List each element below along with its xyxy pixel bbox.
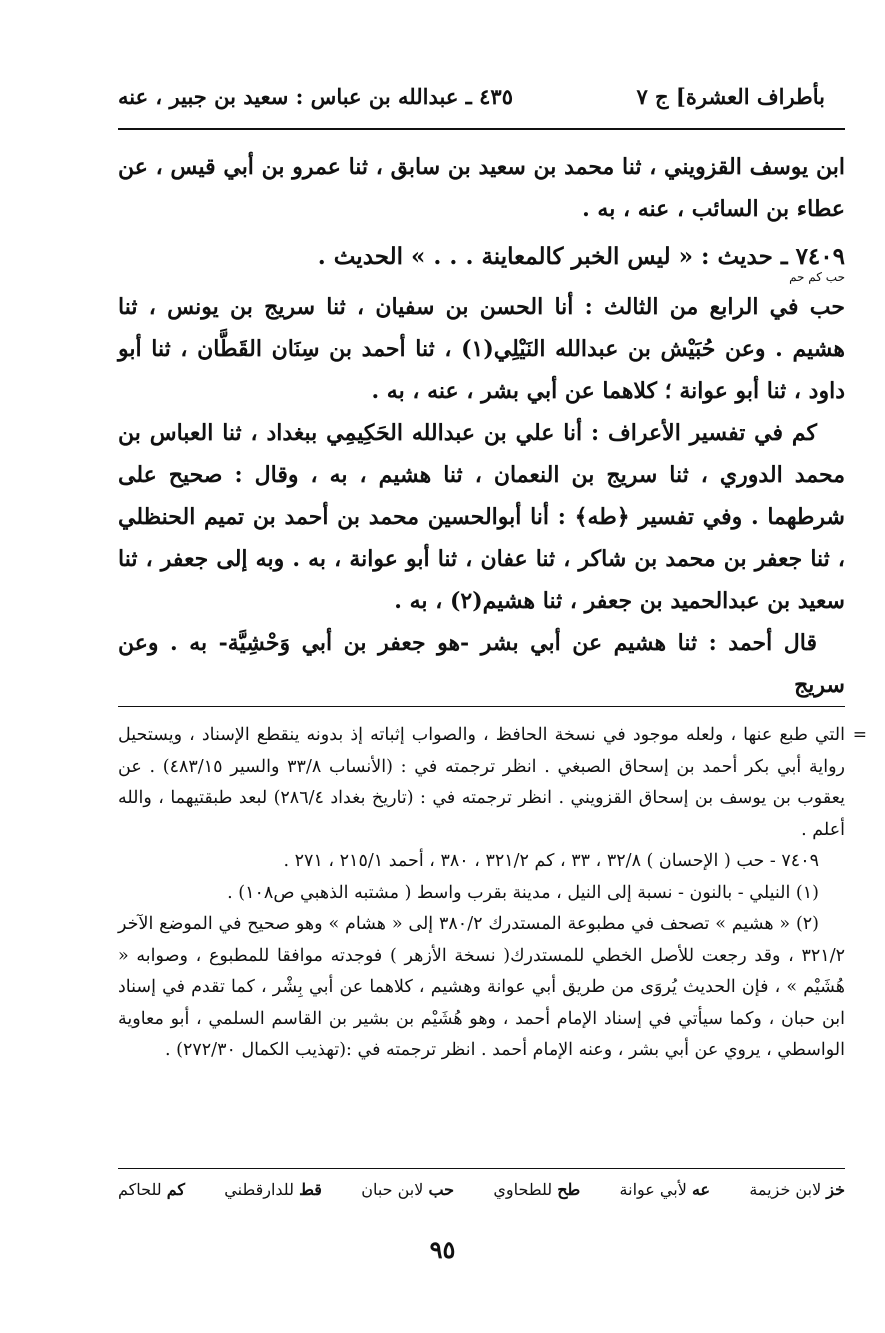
hadith-sigla: حب كم حم xyxy=(789,270,845,284)
legend-code: قط xyxy=(299,1180,322,1199)
continuation-paragraph: ابن يوسف القزويني ، ثنا محمد بن سعيد بن سابق ، ثنا عمرو بن أبي قيس ، عن عطاء بن السائب ، عنه ، به . xyxy=(118,154,845,222)
continuation-mark: = xyxy=(852,725,867,745)
legend-item xyxy=(620,1180,711,1199)
page-number: ٩٥ xyxy=(429,1235,456,1264)
legend-item xyxy=(118,1180,185,1199)
footnote-continued-text: التي طبع عنها ، ولعله موجود في نسخة الحافظ ، والصواب إثباته إذ بدونه ينقطع الإسناد ، ويستحيل رواية أبي بكر أحمد بن إسحاق الصبغي . انظر ترجمته في : (الأنساب ٣٣/٨ والسير ٤٨٣/١٥) . عن يعقوب بن يوسف بن إسحاق القزويني . انظر ترجمته في : (تاريخ بغداد ٢٨٦/٤) لبعد طبقتيهما ، والله أعلم . xyxy=(118,725,845,840)
legend-label: للدارقطني xyxy=(224,1180,294,1199)
main-text xyxy=(118,146,845,706)
legend-label: للحاكم xyxy=(118,1180,162,1199)
legend-code: كم xyxy=(166,1180,185,1199)
legend-label: لأبي عوانة xyxy=(619,1180,687,1199)
header-entry-title: ٤٣٥ ـ عبدالله بن عباس : سعيد بن جبير ، عنه xyxy=(118,84,513,109)
legend-item xyxy=(224,1180,322,1199)
legend-code: عه xyxy=(691,1180,711,1199)
sigla-legend xyxy=(118,1180,845,1199)
footnote-sources: ٧٤٠٩ - حب ( الإحسان ) ٣٢/٨ ، ٣٣ ، كم ٣٢١/٢ ، ٣٨٠ ، أحمد ٢١٥/١ ، ٢٧١ . xyxy=(283,851,819,871)
legend-label: لابن خزيمة xyxy=(749,1180,822,1199)
paragraph-ibn-hibban: حب في الرابع من الثالث : أنا الحسن بن سفيان ، ثنا سريج بن يونس ، ثنا هشيم . وعن حُبَيْش بن عبدالله النَيْلِي(١) ، ثنا أحمد بن سِنَان القَطَّان ، ثنا أبو داود ، ثنا أبو عوانة ؛ كلاهما عن أبي بشر ، عنه ، به . xyxy=(118,294,845,404)
legend-code: طح xyxy=(557,1180,581,1199)
legend-label: للطحاوي xyxy=(493,1180,553,1199)
paragraph-hakim: كم في تفسير الأعراف : أنا علي بن عبدالله الحَكِيمِي ببغداد ، ثنا العباس بن محمد الدوري ، ثنا سريج بن النعمان ، ثنا هشيم ، به ، وقال : صحيح على شرطهما . وفي تفسير ﴿طه﴾ : أنا أبوالحسين محمد بن أحمد بن تميم الحنظلي ، ثنا جعفر بن محمد بن شاكر ، ثنا عفان ، ثنا أبو عوانة ، به . وبه إلى جعفر ، ثنا سعيد بن عبدالحميد بن جعفر ، ثنا هشيم(٢) ، به . xyxy=(118,420,845,614)
paragraph-ahmad: قال أحمد : ثنا هشيم عن أبي بشر -هو جعفر بن أبي وَحْشِيَّة- به . وعن سريج xyxy=(118,630,845,698)
footnote-continued xyxy=(118,720,867,846)
legend-item xyxy=(493,1180,580,1199)
legend-item xyxy=(749,1180,845,1199)
footnotes xyxy=(118,720,867,1067)
header-rule xyxy=(118,128,845,130)
footnote-rule xyxy=(118,706,845,707)
footnote-1: (١) النيلي - بالنون - نسبة إلى النيل ، مدينة بقرب واسط ( مشتبه الذهبي ص١٠٨) . xyxy=(227,882,819,903)
footnote-2: (٢) « هشيم » تصحف في مطبوعة المستدرك ٣٨٠/٢ إلى « هشام » وهو صحيح في الموضع الآخر ٣٢١/٢ ، وقد رجعت للأصل الخطي للمستدرك( نسخة الأزهر ) فوجدته موافقا للمطبوع ، وصوابه « هُشَيْم » ، فإن الحديث يُروَى من طريق أبي عوانة وهشيم ، كلاهما عن أبي بِشْر ، كما تقدم في إسناد ابن حبان ، وكما سيأتي في إسناد الإمام أحمد ، وهو هُشَيْم بن بشير بن القاسم السلمي ، أبو معاوية الواسطي ، يروي عن أبي بشر ، وعنه الإمام أحمد . انظر ترجمته في :(تهذيب الكمال ٢٧٢/٣٠) . xyxy=(118,914,845,1060)
legend-code: خز xyxy=(826,1180,845,1199)
legend-code: حب xyxy=(428,1180,455,1199)
legend-rule xyxy=(118,1168,845,1169)
hadith-heading: ٧٤٠٩ ـ حديث : « ليس الخبر كالمعاينة . . . » الحديث . xyxy=(317,243,845,270)
header-book-title: بأطراف العشرة] ج ٧ xyxy=(636,84,825,109)
legend-item xyxy=(361,1180,454,1199)
legend-label: لابن حبان xyxy=(361,1180,424,1199)
running-header xyxy=(118,78,825,118)
